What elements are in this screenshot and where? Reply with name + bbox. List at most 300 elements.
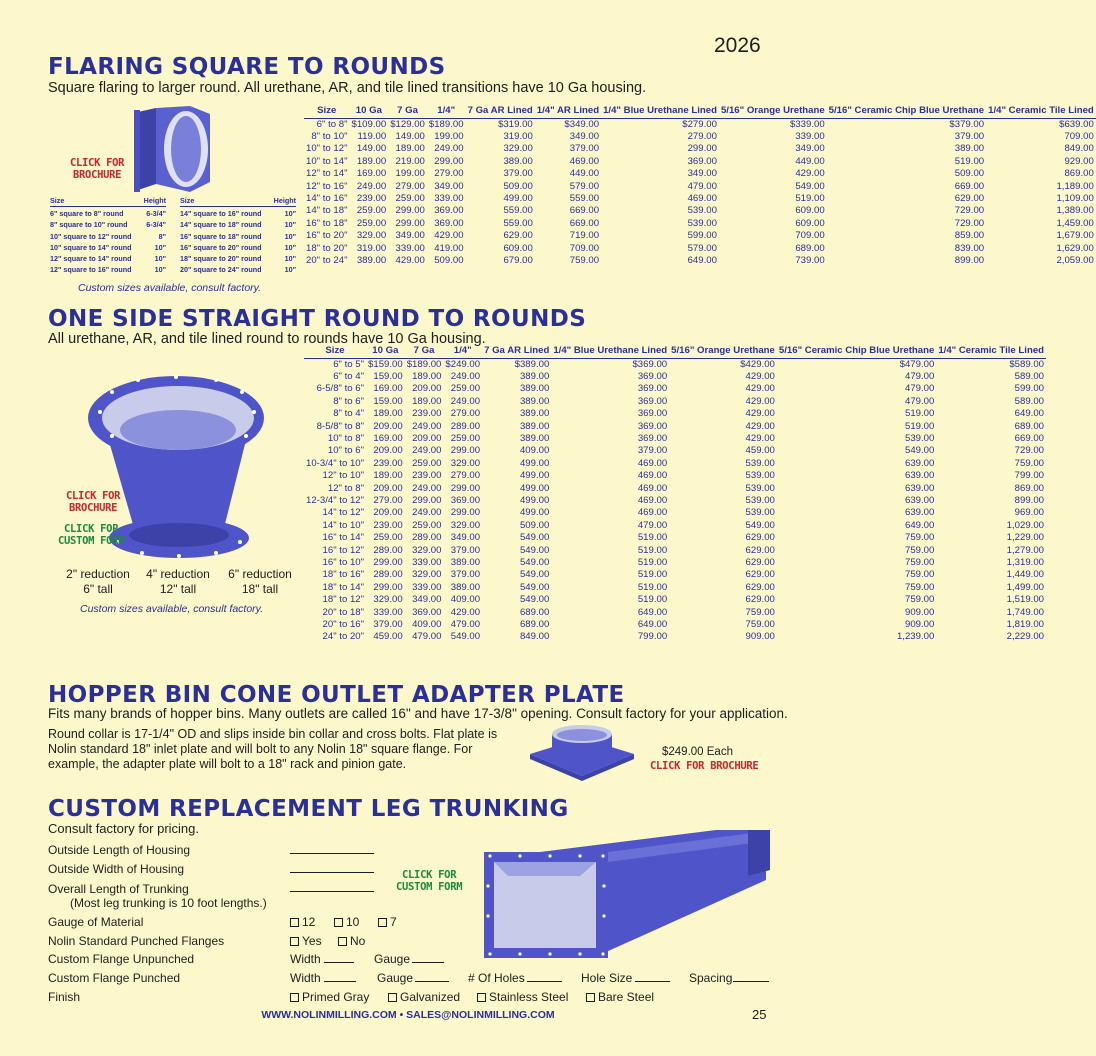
size-cell: 8" to 6": [333, 395, 365, 407]
size-height-row: 16" square to 20" round 10": [180, 242, 296, 252]
flaring-transition-image[interactable]: [128, 104, 218, 196]
price-cell: 649.00: [687, 254, 717, 266]
price-cell: 479.00: [450, 619, 481, 631]
gauge-10-checkbox[interactable]: 10: [334, 915, 359, 929]
price-cell: 519.00: [795, 192, 825, 204]
price-cell: $589.00: [1009, 358, 1045, 370]
round-to-round-brochure-link[interactable]: CLICK FOR BROCHURE: [66, 490, 121, 514]
price-cell: 389.00: [450, 557, 481, 568]
reduction-2: 2" reduction 6" tall: [66, 567, 130, 596]
price-cell: 209.00: [373, 445, 403, 457]
gauge-12-checkbox[interactable]: 12: [290, 915, 315, 929]
price-cell: 169.00: [373, 383, 403, 395]
price-cell: 629.00: [745, 532, 775, 544]
size-cell: 20" to 16": [322, 619, 365, 631]
price-cell: 429.00: [395, 254, 425, 266]
table-row: [304, 408, 1046, 420]
price-cell: 469.00: [637, 482, 668, 494]
size-height-row: 14" square to 16" round 10": [180, 209, 296, 219]
price-cell: 369.00: [434, 217, 464, 229]
price-cell: $389.00: [514, 358, 550, 370]
overall-length-field[interactable]: [290, 891, 374, 892]
size-cell: 18" to 16": [322, 569, 365, 581]
flaring-subtitle: Square flaring to larger round. All urethane, AR, and tile lined transitions have 10 Ga housing.: [48, 80, 647, 96]
price-cell: 629.00: [745, 557, 775, 568]
price-cell: 1,819.00: [1006, 619, 1045, 631]
size-cell: 6" to 5": [333, 358, 365, 370]
size-cell: 10" to 6": [327, 445, 365, 457]
hopper-body: Round collar is 17-1/4" OD and slips inside bin collar and cross bolts. Flat plate is Nolin standard 18" inlet plate and will bolt to any Nolin 18" square flange. For example, the adapter plate will bolt to a 18" rack and pinion gate.: [48, 727, 498, 771]
price-cell: 649.00: [1014, 408, 1045, 420]
price-cell: 379.00: [503, 168, 533, 180]
price-cell: 799.00: [637, 631, 668, 643]
price-cell: 549.00: [519, 569, 550, 581]
price-cell: 379.00: [450, 544, 481, 556]
price-cell: $159.00: [368, 358, 403, 370]
flaring-header-cell: 1/4" Blue Urethane Lined: [603, 105, 717, 116]
price-cell: 279.00: [395, 180, 425, 192]
price-cell: 199.00: [395, 168, 425, 180]
price-cell: 479.00: [637, 519, 668, 531]
punched-no-checkbox[interactable]: No: [338, 934, 365, 948]
table-row: [304, 520, 1046, 532]
price-cell: 369.00: [450, 494, 481, 506]
price-cell: 259.00: [356, 205, 387, 217]
price-cell: 449.00: [795, 155, 825, 167]
price-cell: 249.00: [356, 180, 387, 192]
punched-width-field[interactable]: [324, 981, 356, 982]
price-cell: 1,749.00: [1006, 606, 1045, 618]
price-cell: 349.00: [412, 594, 442, 606]
price-cell: 369.00: [637, 420, 668, 432]
price-cell: 649.00: [904, 519, 935, 531]
price-cell: $339.00: [789, 118, 825, 130]
size-cell: 12" to 14": [306, 168, 348, 180]
price-cell: 649.00: [637, 619, 668, 631]
flaring-header-cell: 1/4" Ceramic Tile Lined: [988, 105, 1094, 116]
table-row: [304, 205, 1096, 217]
size-height-row: 12" square to 14" round 10": [50, 254, 166, 264]
flaring-custom-note: Custom sizes available, consult factory.: [78, 282, 262, 294]
price-cell: 149.00: [395, 130, 425, 142]
price-cell: 369.00: [637, 408, 668, 420]
price-cell: 169.00: [356, 168, 387, 180]
roundtoround-header-cell: 7 Ga AR Lined: [484, 345, 550, 356]
price-cell: 369.00: [637, 370, 668, 382]
price-cell: 469.00: [569, 155, 600, 167]
table-row: [304, 118, 1096, 131]
price-cell: 189.00: [412, 370, 442, 382]
roundtoround-header-cell: 7 Ga: [405, 346, 444, 358]
unpunched-width-field[interactable]: [324, 962, 354, 963]
flaring-header-cell: Size: [304, 106, 350, 118]
price-cell: 759.00: [745, 606, 775, 618]
hole-size-label: Hole Size: [581, 971, 633, 985]
footer-contact[interactable]: WWW.NOLINMILLING.COM • SALES@NOLINMILLING.COM: [261, 1009, 555, 1021]
flaring-brochure-link[interactable]: CLICK FOR BROCHURE: [70, 157, 125, 181]
price-cell: 519.00: [637, 569, 668, 581]
table-row: [304, 458, 1046, 470]
price-cell: 1,029.00: [1006, 519, 1045, 531]
flaring-header-cell: 7 Ga AR Lined: [467, 105, 533, 116]
price-cell: 1,449.00: [1006, 569, 1045, 581]
price-cell: 329.00: [356, 230, 387, 242]
price-cell: 909.00: [745, 631, 775, 643]
price-cell: 509.00: [434, 254, 464, 266]
price-cell: 539.00: [904, 432, 935, 444]
price-cell: 119.00: [357, 130, 387, 142]
price-cell: 499.00: [519, 494, 550, 506]
price-cell: 759.00: [904, 594, 935, 606]
price-cell: 379.00: [954, 130, 985, 142]
round-to-round-subtitle: All urethane, AR, and tile lined round to rounds have 10 Ga housing.: [48, 331, 486, 347]
price-cell: 479.00: [687, 180, 717, 192]
roundtoround-header-cell: 1/4" Blue Urethane Lined: [553, 345, 668, 356]
price-cell: 689.00: [519, 606, 550, 618]
price-cell: 259.00: [395, 192, 425, 204]
unpunched-gauge-field[interactable]: [412, 962, 444, 963]
size-cell: 16" to 14": [322, 532, 365, 544]
table-row: [304, 594, 1046, 606]
price-cell: 429.00: [795, 168, 825, 180]
size-height-row: 8" square to 10" round 6-3/4": [50, 220, 166, 230]
price-cell: 369.00: [637, 432, 668, 444]
overall-length-label: Overall Length of Trunking: [48, 882, 189, 896]
price-cell: 639.00: [904, 470, 935, 482]
price-cell: 629.00: [745, 581, 775, 593]
price-cell: 209.00: [373, 420, 403, 432]
price-cell: 379.00: [569, 143, 600, 155]
price-cell: 669.00: [954, 180, 985, 192]
price-cell: 599.00: [687, 230, 717, 242]
outside-length-field[interactable]: [290, 853, 374, 854]
price-cell: 689.00: [795, 242, 825, 254]
price-cell: 289.00: [450, 420, 481, 432]
finish-galvanized-checkbox[interactable]: Galvanized: [388, 990, 460, 1004]
price-cell: 579.00: [687, 242, 717, 254]
price-cell: 759.00: [904, 569, 935, 581]
price-cell: 1,629.00: [1056, 242, 1094, 254]
price-cell: 499.00: [503, 192, 533, 204]
price-cell: 549.00: [795, 180, 825, 192]
price-cell: 499.00: [519, 457, 550, 469]
price-cell: 559.00: [569, 192, 600, 204]
price-cell: 2,059.00: [1056, 254, 1094, 266]
size-height-row: 10" square to 14" round 10": [50, 242, 166, 252]
price-cell: 349.00: [795, 143, 825, 155]
price-cell: 519.00: [637, 594, 668, 606]
price-cell: 519.00: [904, 420, 935, 432]
size-cell: 10" to 14": [306, 155, 348, 167]
price-cell: 629.00: [954, 192, 985, 204]
table-row: [304, 421, 1046, 433]
size-height-row: 16" square to 18" round 10": [180, 231, 296, 241]
price-cell: 279.00: [434, 168, 464, 180]
size-cell: 20" to 24": [306, 254, 348, 266]
price-cell: 479.00: [904, 383, 935, 395]
price-cell: $379.00: [949, 118, 985, 130]
price-cell: 689.00: [1014, 420, 1045, 432]
table-row: [304, 619, 1046, 631]
table-row: [304, 230, 1096, 242]
size-cell: 16" to 20": [306, 230, 348, 242]
size-cell: 8-5/8" to 8": [316, 420, 365, 432]
round-to-round-title: ONE SIDE STRAIGHT ROUND TO ROUNDS: [48, 306, 587, 332]
price-cell: 429.00: [745, 432, 775, 444]
price-cell: 389.00: [503, 155, 533, 167]
price-cell: 429.00: [745, 408, 775, 420]
price-cell: 539.00: [745, 507, 775, 519]
table-row: [304, 607, 1046, 619]
size-cell: 16" to 12": [322, 544, 365, 556]
table-row: [304, 396, 1046, 408]
price-cell: 449.00: [569, 168, 600, 180]
price-cell: 319.00: [356, 242, 387, 254]
price-cell: 649.00: [637, 606, 668, 618]
price-cell: 499.00: [519, 507, 550, 519]
roundtoround-header-cell: 5/16" Ceramic Chip Blue Urethane: [778, 345, 935, 356]
price-cell: 629.00: [745, 544, 775, 556]
price-cell: 759.00: [904, 581, 935, 593]
table-row: [304, 507, 1046, 519]
price-cell: 539.00: [745, 494, 775, 506]
round-to-round-custom-form-link[interactable]: CLICK FOR CUSTOM FORM: [58, 523, 125, 547]
price-cell: 349.00: [450, 532, 481, 544]
price-cell: 899.00: [1014, 494, 1045, 506]
price-cell: 479.00: [904, 370, 935, 382]
size-cell: 24" to 20": [322, 631, 365, 643]
table-row: [304, 168, 1096, 180]
price-cell: 289.00: [373, 569, 403, 581]
size-height-row: 14" square to 18" round 10": [180, 220, 296, 230]
reduction-6: 6" reduction 18" tall: [228, 567, 292, 596]
price-cell: 259.00: [356, 217, 387, 229]
price-cell: 519.00: [904, 408, 935, 420]
price-cell: 259.00: [450, 432, 481, 444]
hopper-brochure-link[interactable]: CLICK FOR BROCHURE: [650, 760, 759, 772]
price-cell: 519.00: [637, 581, 668, 593]
price-cell: 329.00: [373, 594, 403, 606]
size-cell: 8" to 10": [311, 130, 348, 142]
size-cell: 12" to 16": [306, 180, 348, 192]
price-cell: 969.00: [1014, 507, 1045, 519]
price-cell: 459.00: [745, 445, 775, 457]
price-cell: 429.00: [745, 370, 775, 382]
price-cell: 759.00: [569, 254, 600, 266]
price-cell: 339.00: [434, 192, 464, 204]
price-cell: 239.00: [412, 408, 442, 420]
leg-trunking-image[interactable]: [480, 826, 780, 966]
finish-stainless-checkbox[interactable]: Stainless Steel: [477, 990, 568, 1004]
price-cell: $279.00: [682, 118, 717, 130]
price-cell: 599.00: [1014, 383, 1045, 395]
price-cell: 759.00: [1014, 457, 1045, 469]
price-cell: 209.00: [412, 432, 442, 444]
price-cell: 299.00: [450, 507, 481, 519]
price-cell: 349.00: [569, 130, 600, 142]
price-cell: 409.00: [450, 594, 481, 606]
table-row: [304, 545, 1046, 557]
price-cell: 709.00: [795, 230, 825, 242]
price-cell: 759.00: [904, 544, 935, 556]
price-cell: 429.00: [745, 420, 775, 432]
reduction-4: 4" reduction 12" tall: [146, 567, 210, 596]
price-cell: 579.00: [569, 180, 600, 192]
price-cell: 509.00: [519, 519, 550, 531]
price-cell: 389.00: [519, 395, 550, 407]
size-height-row: 20" square to 24" round 10": [180, 265, 296, 275]
price-cell: 639.00: [904, 457, 935, 469]
price-cell: $429.00: [740, 358, 775, 370]
price-cell: 279.00: [373, 494, 403, 506]
price-cell: 249.00: [412, 482, 442, 494]
price-cell: 389.00: [356, 254, 387, 266]
price-cell: 369.00: [637, 395, 668, 407]
price-cell: 339.00: [412, 581, 442, 593]
size-cell: 6-5/8" to 6": [316, 383, 365, 395]
price-cell: 859.00: [954, 230, 985, 242]
price-cell: 329.00: [450, 519, 481, 531]
price-cell: 849.00: [519, 631, 550, 643]
price-cell: 459.00: [373, 631, 403, 643]
spacing-label: Spacing: [689, 971, 733, 985]
price-cell: 429.00: [745, 395, 775, 407]
price-cell: 379.00: [373, 619, 403, 631]
size-cell: 16" to 10": [322, 557, 365, 568]
price-cell: 2,229.00: [1006, 631, 1045, 643]
price-cell: 559.00: [503, 217, 533, 229]
punched-yes-checkbox[interactable]: Yes: [290, 934, 322, 948]
price-cell: 629.00: [745, 569, 775, 581]
price-cell: 259.00: [412, 519, 442, 531]
price-cell: $109.00: [351, 118, 387, 130]
unpunched-width-label: Width: [290, 952, 321, 966]
price-cell: $129.00: [390, 118, 425, 130]
round-to-round-custom-note: Custom sizes available, consult factory.: [80, 603, 264, 615]
price-cell: 1,389.00: [1056, 205, 1094, 217]
table-row: [304, 445, 1046, 457]
price-cell: 299.00: [450, 445, 481, 457]
flaring-header-cell: 5/16" Ceramic Chip Blue Urethane: [828, 105, 985, 116]
price-cell: 249.00: [450, 370, 481, 382]
price-cell: 609.00: [503, 242, 533, 254]
price-cell: 349.00: [434, 180, 464, 192]
price-cell: 1,319.00: [1006, 557, 1045, 568]
price-cell: 379.00: [450, 569, 481, 581]
price-cell: 209.00: [373, 507, 403, 519]
price-cell: 329.00: [412, 544, 442, 556]
price-cell: 669.00: [569, 205, 600, 217]
size-height-row: 18" square to 20" round 10": [180, 254, 296, 264]
price-cell: 1,279.00: [1006, 544, 1045, 556]
price-cell: 299.00: [395, 205, 425, 217]
size-cell: 8" to 4": [333, 408, 365, 420]
price-cell: 869.00: [1014, 482, 1045, 494]
table-row: [304, 433, 1046, 445]
price-cell: 249.00: [450, 395, 481, 407]
unpunched-label: Custom Flange Unpunched: [48, 952, 195, 966]
adapter-plate-image[interactable]: [528, 718, 636, 782]
price-cell: 219.00: [395, 155, 425, 167]
price-cell: 239.00: [356, 192, 387, 204]
price-cell: 429.00: [450, 606, 481, 618]
price-cell: 729.00: [954, 217, 985, 229]
table-row: [304, 156, 1096, 168]
price-cell: 539.00: [687, 217, 717, 229]
price-cell: 909.00: [904, 606, 935, 618]
price-cell: 629.00: [745, 594, 775, 606]
price-cell: $639.00: [1059, 118, 1094, 130]
price-cell: $479.00: [899, 358, 935, 370]
trunking-custom-form-link[interactable]: CLICK FOR CUSTOM FORM: [396, 869, 463, 893]
punched-gauge-field[interactable]: [415, 981, 449, 982]
price-cell: 589.00: [1014, 395, 1045, 407]
price-cell: 329.00: [450, 457, 481, 469]
price-cell: 159.00: [373, 370, 403, 382]
page-number: 25: [752, 1007, 767, 1022]
price-cell: 209.00: [412, 383, 442, 395]
price-cell: 759.00: [904, 557, 935, 568]
price-cell: 539.00: [745, 457, 775, 469]
price-cell: 149.00: [356, 143, 387, 155]
size-cell: 12" to 10": [322, 470, 365, 482]
price-cell: $369.00: [632, 358, 668, 370]
hopper-subtitle: Fits many brands of hopper bins. Many outlets are called 16" and have 17-3/8" opening. Consult factory for your application.: [48, 706, 788, 721]
price-cell: 519.00: [637, 557, 668, 568]
round-to-round-price-table: [304, 346, 1046, 644]
price-cell: 299.00: [687, 143, 717, 155]
price-cell: 1,109.00: [1056, 192, 1094, 204]
outside-width-field[interactable]: [290, 872, 374, 873]
table-row: [304, 495, 1046, 507]
price-cell: 709.00: [1064, 130, 1094, 142]
price-cell: 259.00: [450, 383, 481, 395]
table-row: [304, 193, 1096, 205]
price-cell: 259.00: [373, 532, 403, 544]
finish-bare-checkbox[interactable]: Bare Steel: [586, 990, 654, 1004]
price-cell: 189.00: [373, 470, 403, 482]
price-cell: 249.00: [434, 143, 464, 155]
size-cell: 10-3/4" to 10": [306, 457, 365, 469]
hopper-title: HOPPER BIN CONE OUTLET ADAPTER PLATE: [48, 682, 625, 708]
price-cell: 609.00: [795, 217, 825, 229]
table-row: [304, 557, 1046, 569]
flaring-header-cell: 1/4" AR Lined: [536, 105, 600, 116]
price-cell: 1,499.00: [1006, 581, 1045, 593]
size-cell: 10" to 8": [327, 432, 365, 444]
price-cell: 339.00: [795, 130, 825, 142]
holes-field[interactable]: [527, 981, 562, 982]
size-cell: 10" to 12": [306, 143, 348, 155]
table-row: [304, 243, 1096, 255]
table-row: [304, 143, 1096, 155]
table-row: [304, 131, 1096, 143]
finish-primed-checkbox[interactable]: Primed Gray: [290, 990, 369, 1004]
size-cell: 14" to 10": [322, 519, 365, 531]
price-cell: 369.00: [637, 383, 668, 395]
spacing-field[interactable]: [733, 981, 769, 982]
gauge-7-checkbox[interactable]: 7: [378, 915, 397, 929]
price-cell: 929.00: [1064, 155, 1094, 167]
roundtoround-header-cell: 1/4": [443, 346, 482, 358]
custom-punched-label: Custom Flange Punched: [48, 971, 181, 985]
price-cell: 339.00: [395, 242, 425, 254]
hole-size-field[interactable]: [635, 981, 670, 982]
size-cell: 14" to 18": [306, 205, 348, 217]
table-row: [304, 631, 1046, 643]
price-cell: 189.00: [395, 143, 425, 155]
price-cell: 509.00: [503, 180, 533, 192]
